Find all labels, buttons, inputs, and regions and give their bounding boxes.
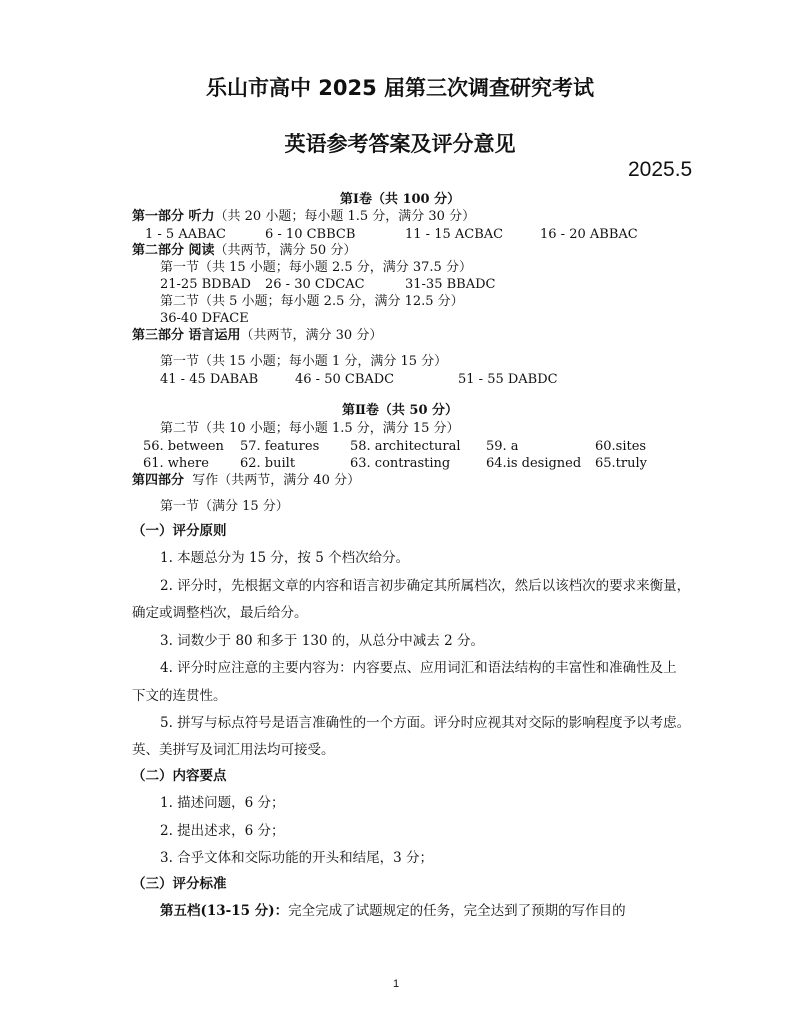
part4-sec1: 第一节（满分 15 分）: [160, 499, 289, 514]
part3-heading: 第三部分 语言运用: [132, 328, 241, 343]
part4-line: [132, 473, 360, 489]
part2-heading: 第二部分 阅读: [132, 243, 215, 258]
answer-62: 62. built: [240, 456, 296, 471]
part2-info: （共两节，满分 50 分）: [214, 243, 357, 258]
answer-64: 64.is designed: [486, 456, 582, 471]
part2-sec1-answer-1: 21-25 BDBAD: [160, 277, 251, 292]
part2-sec1: 第一节（共 15 小题；每小题 2.5 分，满分 37.5 分）: [160, 260, 472, 275]
part1-info: （共 20 小题；每小题 1.5 分，满分 30 分）: [214, 209, 476, 224]
part3-line: [132, 328, 382, 344]
document-subtitle: 英语参考答案及评分意见: [284, 132, 516, 156]
part1-heading: 第一部分 听力: [132, 209, 215, 224]
standards-heading: （三）评分标准: [132, 876, 227, 892]
volume2-sec2: 第二节（共 10 小题；每小题 1.5 分，满分 15 分）: [160, 421, 460, 436]
content-point-1: 1. 描述问题，6 分；: [160, 795, 285, 811]
principle-2-line2: 确定或调整档次，最后给分。: [132, 605, 308, 621]
level5-label: 第五档(13-15 分)：: [160, 903, 289, 919]
page-number: 1: [393, 978, 400, 990]
document-date: 2025.5: [628, 158, 693, 181]
part1-answer-1: 1 - 5 AABAC: [145, 227, 226, 242]
part1-answer-4: 16 - 20 ABBAC: [540, 227, 638, 242]
part3-sec1: 第一节（共 15 小题；每小题 1 分，满分 15 分）: [160, 354, 448, 369]
part3-answer-1: 41 - 45 DABAB: [160, 372, 259, 387]
answer-61: 61. where: [143, 456, 209, 471]
principles-heading: （一）评分原则: [132, 523, 227, 539]
content-point-3: 3. 合乎文体和交际功能的开头和结尾，3 分；: [160, 850, 434, 866]
principle-5-line1: 5. 拼写与标点符号是语言准确性的一个方面。评分时应视其对交际的影响程度予以考虑。: [160, 715, 691, 731]
part3-answer-3: 51 - 55 DABDC: [458, 372, 558, 387]
answer-58: 58. architectural: [350, 439, 461, 454]
principle-5-line2: 英、美拼写及词汇用法均可接受。: [132, 742, 335, 758]
volume2-title: 第Ⅱ卷（共 50 分）: [341, 403, 459, 418]
answer-59: 59. a: [486, 439, 519, 454]
part2-sec2-answers: 36-40 DFACE: [160, 311, 249, 326]
part1-answer-2: 6 - 10 CBBCB: [265, 227, 356, 242]
part2-sec1-answer-2: 26 - 30 CDCAC: [265, 277, 365, 292]
part2-sec2: 第二节（共 5 小题；每小题 2.5 分，满分 12.5 分）: [160, 294, 464, 309]
principle-1: 1. 本题总分为 15 分，按 5 个档次给分。: [160, 550, 410, 566]
content-point-2: 2. 提出述求，6 分；: [160, 823, 285, 839]
answer-56: 56. between: [143, 439, 224, 454]
volume1-title: 第Ⅰ卷（共 100 分）: [339, 192, 461, 207]
level5-text: 完全完成了试题规定的任务，完全达到了预期的写作目的: [288, 903, 626, 919]
part1-line: [132, 209, 475, 225]
answer-63: 63. contrasting: [350, 456, 451, 471]
principle-3: 3. 词数少于 80 和多于 130 的，从总分中减去 2 分。: [160, 633, 484, 649]
principle-4-line1: 4. 评分时应注意的主要内容为：内容要点、应用词汇和语法结构的丰富性和准确性及上: [160, 660, 677, 676]
level5-line: [160, 902, 626, 920]
part2-line: [132, 243, 356, 259]
content-points-heading: （二）内容要点: [132, 768, 227, 784]
principle-4-line2: 下文的连贯性。: [132, 688, 227, 704]
document-title: 乐山市高中 2025 届第三次调查研究考试: [205, 76, 595, 100]
part4-heading: 第四部分: [132, 473, 185, 488]
answer-60: 60.sites: [595, 439, 647, 454]
part3-answer-2: 46 - 50 CBADC: [295, 372, 395, 387]
answer-57: 57. features: [240, 439, 320, 454]
answer-65: 65.truly: [595, 456, 647, 471]
part1-answer-3: 11 - 15 ACBAC: [405, 227, 504, 242]
part3-info: （共两节，满分 30 分）: [240, 328, 383, 343]
principle-2-line1: 2. 评分时，先根据文章的内容和语言初步确定其所属档次，然后以该档次的要求来衡量，: [160, 578, 691, 594]
part4-info: 写作（共两节，满分 40 分）: [192, 473, 361, 488]
part2-sec1-answer-3: 31-35 BBADC: [405, 277, 496, 292]
